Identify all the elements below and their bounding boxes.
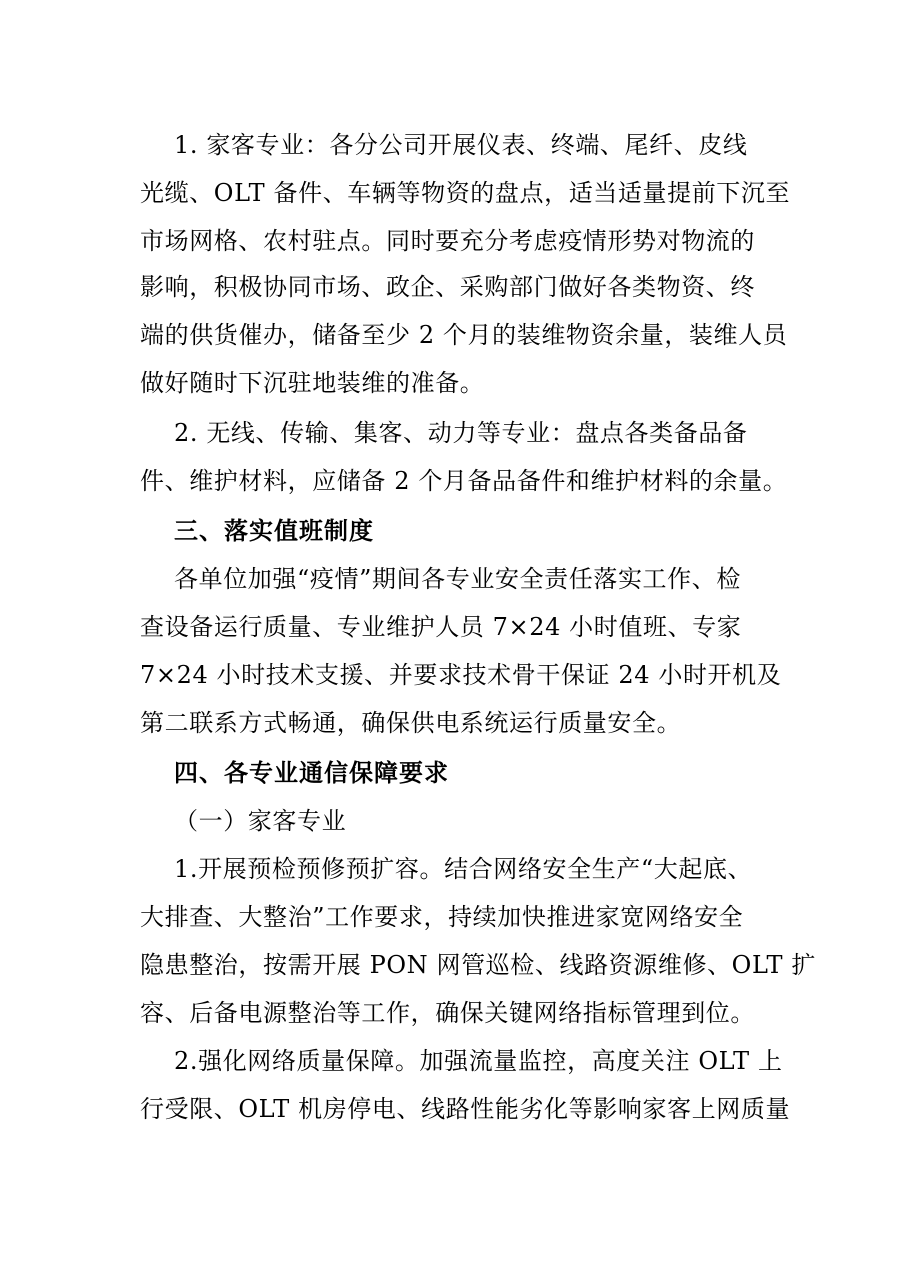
paragraph-line: 市场网格、农村驻点。同时要充分考虑疫情形势对物流的 <box>140 227 755 255</box>
paragraph-line: 行受限、OLT 机房停电、线路性能劣化等影响家客上网质量 <box>140 1095 791 1123</box>
subsection-heading: （一）家客专业 <box>174 807 347 835</box>
paragraph-line: 1. 家客专业：各分公司开展仪表、终端、尾纤、皮线 <box>174 131 748 159</box>
paragraph-line: 大排查、大整治”工作要求，持续加快推进家宽网络安全 <box>140 903 744 931</box>
paragraph-line: 第二联系方式畅通，确保供电系统运行质量安全。 <box>140 709 682 737</box>
paragraph-line: 端的供货催办，储备至少 2 个月的装维物资余量，装维人员 <box>140 321 788 349</box>
paragraph-line: 件、维护材料，应储备 2 个月备品备件和维护材料的余量。 <box>140 467 788 495</box>
paragraph-line: 1.开展预检预修预扩容。结合网络安全生产“大起底、 <box>174 855 753 883</box>
paragraph-line: 容、后备电源整治等工作，确保关键网络指标管理到位。 <box>140 999 755 1027</box>
paragraph-line: 2. 无线、传输、集客、动力等专业：盘点各类备品备 <box>174 419 748 447</box>
paragraph-line: 查设备运行质量、专业维护人员 7×24 小时值班、专家 <box>140 613 742 641</box>
paragraph-line: 7×24 小时技术支援、并要求技术骨干保证 24 小时开机及 <box>140 661 782 689</box>
paragraph-line: 影响，积极协同市场、政企、采购部门做好各类物资、终 <box>140 273 755 301</box>
section-heading: 三、落实值班制度 <box>174 517 374 545</box>
section-heading: 四、各专业通信保障要求 <box>174 759 449 787</box>
paragraph-line: 2.强化网络质量保障。加强流量监控，高度关注 OLT 上 <box>174 1047 783 1075</box>
paragraph-line: 光缆、OLT 备件、车辆等物资的盘点，适当适量提前下沉至 <box>140 179 791 207</box>
paragraph-line: 做好随时下沉驻地装维的准备。 <box>140 369 485 397</box>
paragraph-line: 各单位加强“疫情”期间各专业安全责任落实工作、检 <box>174 565 741 593</box>
paragraph-line: 隐患整治，按需开展 PON 网管巡检、线路资源维修、OLT 扩 <box>140 951 816 979</box>
